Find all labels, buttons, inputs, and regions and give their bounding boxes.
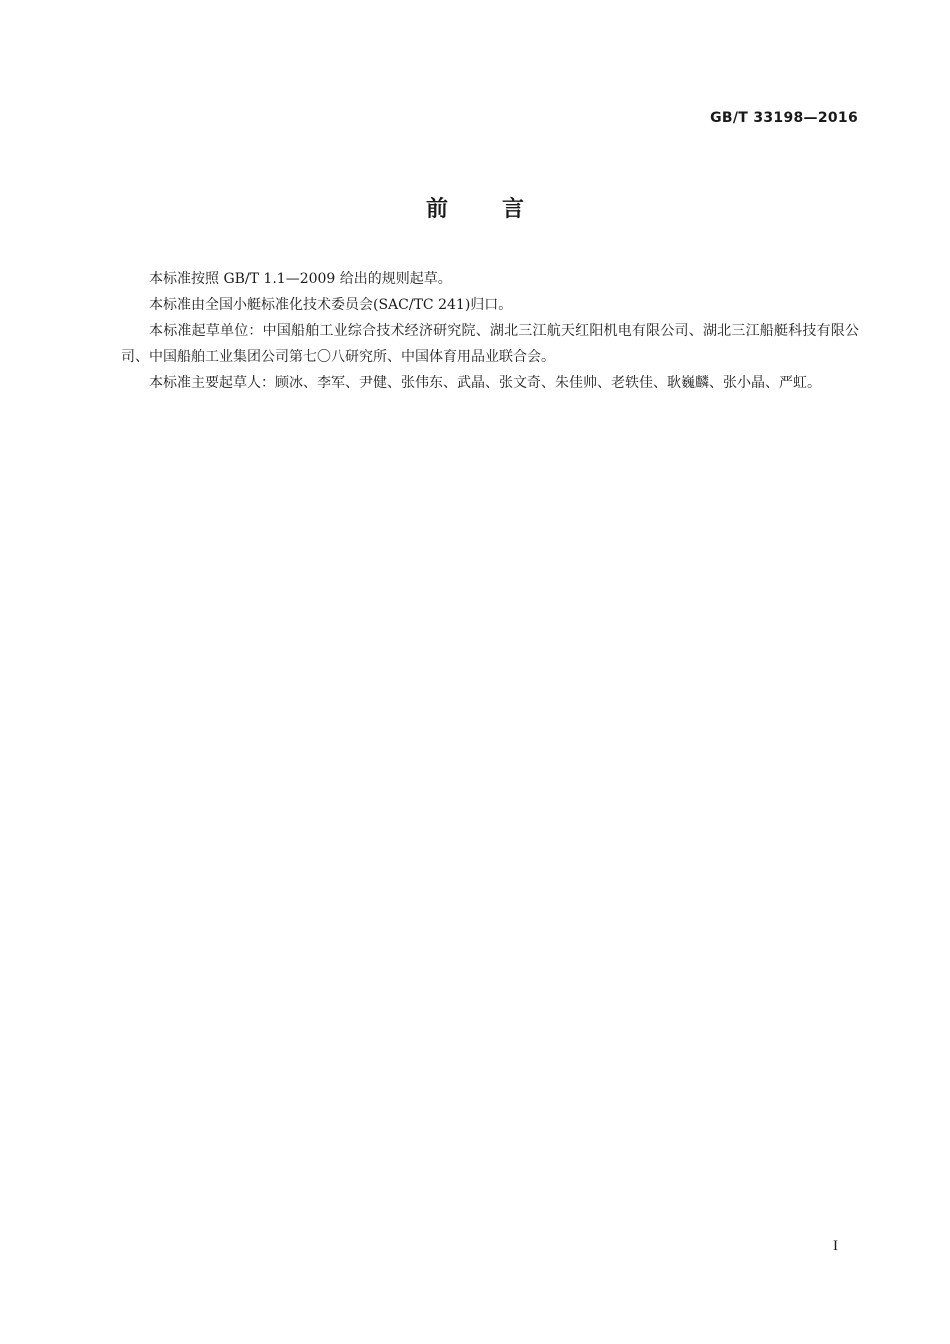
preface-body: [121, 266, 859, 396]
paragraph-drafting-rules: 本标准按照 GB/T 1.1—2009 给出的规则起草。: [149, 271, 452, 287]
standard-number: GB/T 33198—2016: [710, 110, 858, 126]
paragraph-drafters: 本标准主要起草人：顾冰、李军、尹健、张伟东、武晶、张文奇、朱佳帅、老轶佳、耿巍麟、张小晶、严虹。: [149, 375, 821, 391]
title-char-1: 前: [425, 197, 448, 222]
page-number: I: [833, 1238, 838, 1254]
paragraph-responsible-committee: 本标准由全国小艇标准化技术委员会(SAC/TC 241)归口。: [149, 297, 513, 313]
paragraph-drafting-units: 本标准起草单位：中国船舶工业综合技术经济研究院、湖北三江航天红阳机电有限公司、湖北三江船艇科技有限公司、中国船舶工业集团公司第七〇八研究所、中国体育用品业联合会。: [121, 323, 859, 365]
page-title: [0, 192, 950, 223]
title-char-2: 言: [502, 197, 525, 222]
